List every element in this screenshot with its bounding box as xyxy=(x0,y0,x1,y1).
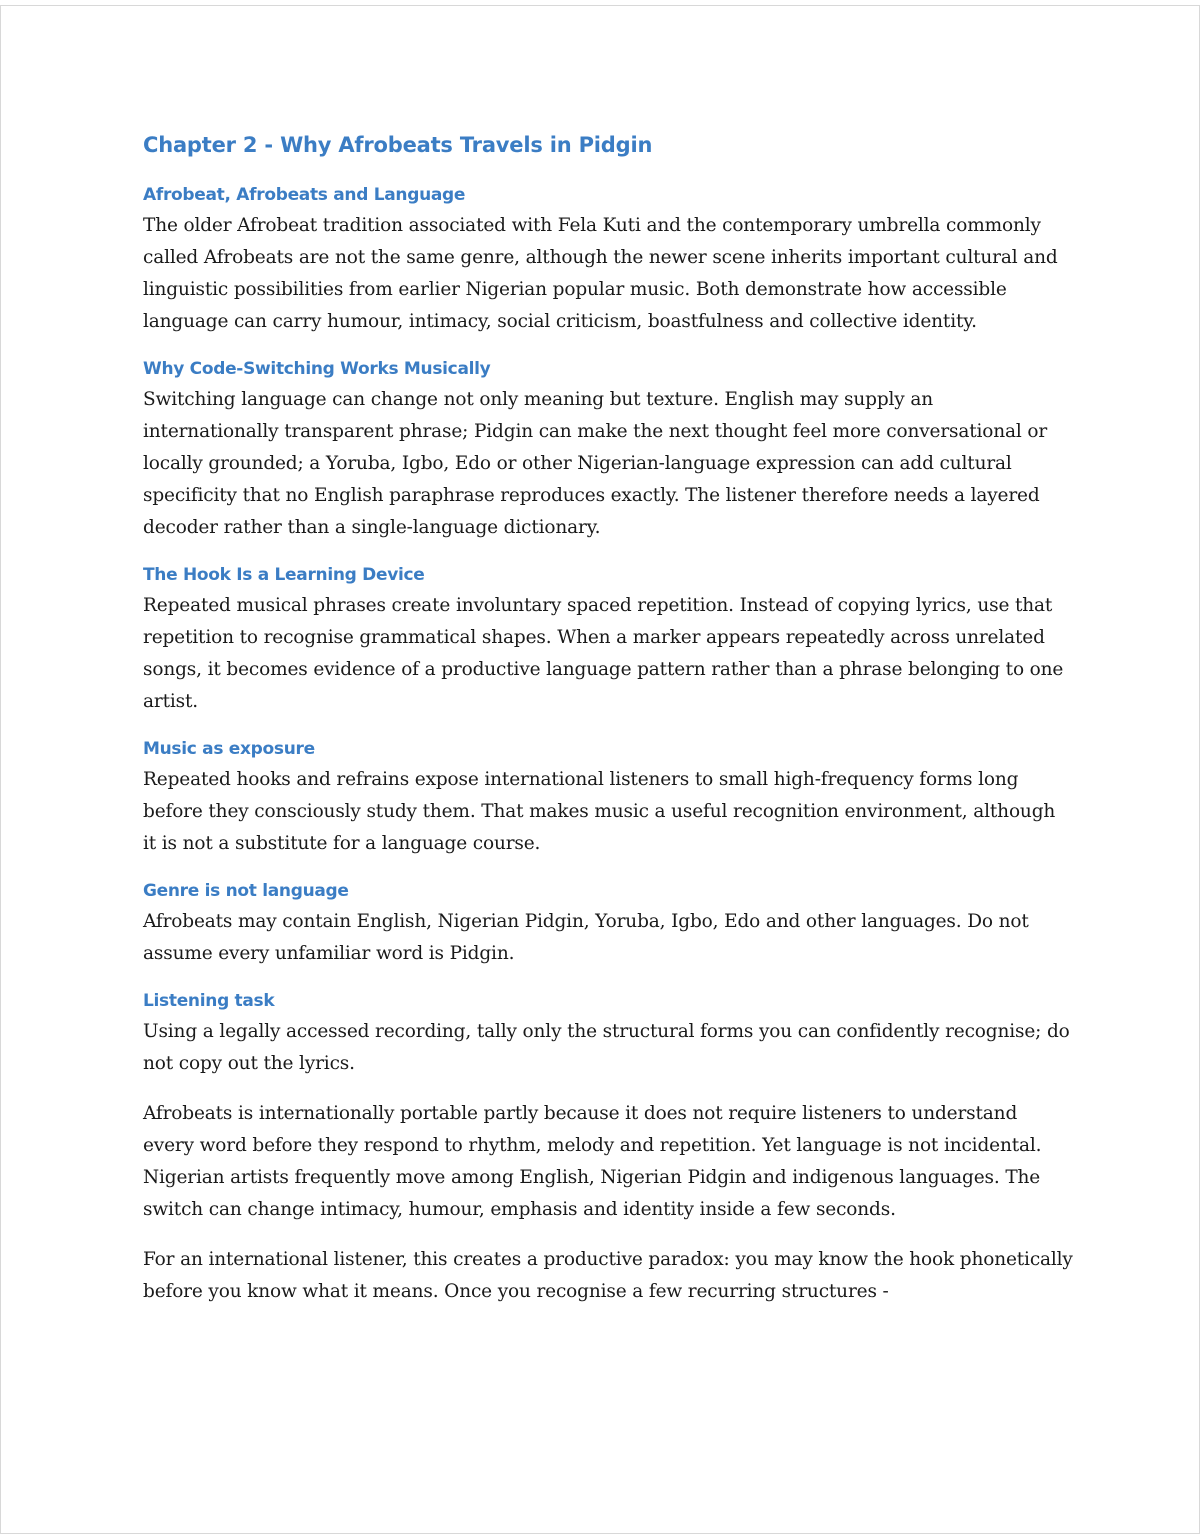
section-heading: Why Code-Switching Works Musically xyxy=(143,359,491,379)
section-listening-task xyxy=(143,988,1073,1080)
section-heading: Music as exposure xyxy=(143,739,315,759)
section-body: Repeated musical phrases create involuntary spaced repetition. Instead of copying lyrics, use that repetition to recognise grammatical shapes. When a marker appears repeatedly across unrelated songs, it becomes evidence of a productive language pattern rather than a phrase belonging to one artist. xyxy=(143,595,1064,712)
section-music-exposure xyxy=(143,736,1073,860)
document-page xyxy=(0,5,1200,1534)
section-genre-language xyxy=(143,878,1073,970)
section-heading: The Hook Is a Learning Device xyxy=(143,565,425,585)
section-heading: Afrobeat, Afrobeats and Language xyxy=(143,185,466,205)
section-heading: Listening task xyxy=(143,991,275,1011)
section-body: Using a legally accessed recording, tally only the structural forms you can confidently recognise; do not copy out the lyrics. xyxy=(143,1021,1070,1074)
page-content xyxy=(143,128,1073,1326)
section-hook-learning xyxy=(143,562,1073,718)
section-heading: Genre is not language xyxy=(143,881,349,901)
section-body: Switching language can change not only meaning but texture. English may supply an internationally transparent phrase; Pidgin can make the next thought feel more conversational or locally grounded; a Yoruba, Igbo, Edo or other Nigerian-language expression can add cultural specificity that no English paraphrase reproduces exactly. The listener therefore needs a layered decoder rather than a single-language dictionary. xyxy=(143,389,1048,538)
chapter-title: Chapter 2 - Why Afrobeats Travels in Pidgin xyxy=(143,133,653,157)
section-code-switching xyxy=(143,356,1073,544)
section-body: The older Afrobeat tradition associated with Fela Kuti and the contemporary umbrella commonly called Afrobeats are not the same genre, although the newer scene inherits important cultural and linguistic possibilities from earlier Nigerian popular music. Both demonstrate how accessible language can carry humour, intimacy, social criticism, boastfulness and collective identity. xyxy=(143,215,1058,332)
body-paragraph: Afrobeats is internationally portable partly because it does not require listeners to understand every word before they respond to rhythm, melody and repetition. Yet language is not incidental. Nigerian artists frequently move among English, Nigerian Pidgin and indigenous languages. The switch can change intimacy, humour, emphasis and identity inside a few seconds. xyxy=(143,1103,1042,1220)
section-body: Repeated hooks and refrains expose international listeners to small high-frequency forms long before they consciously study them. That makes music a useful recognition environment, although it is not a substitute for a language course. xyxy=(143,769,1056,854)
section-body: Afrobeats may contain English, Nigerian Pidgin, Yoruba, Igbo, Edo and other languages. Do not assume every unfamiliar word is Pidgin. xyxy=(143,911,1029,964)
body-paragraph: For an international listener, this creates a productive paradox: you may know the hook phonetically before you know what it means. Once you recognise a few recurring structures - xyxy=(143,1249,1073,1302)
section-afrobeat-language xyxy=(143,182,1073,338)
